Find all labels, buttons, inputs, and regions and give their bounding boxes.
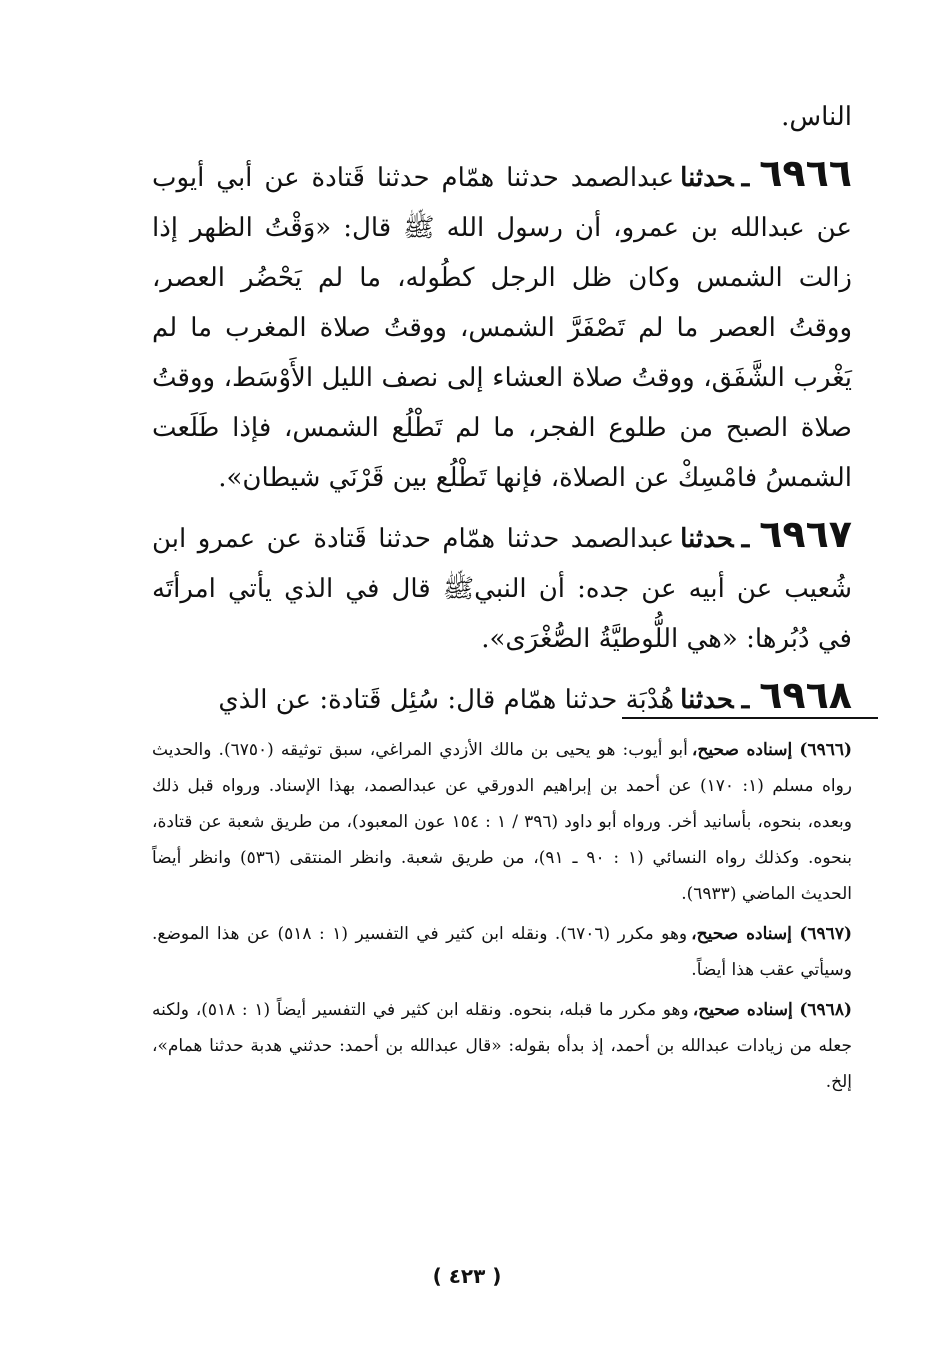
hadith-dash: ـ (741, 685, 750, 715)
main-text (152, 92, 852, 725)
page-number: ( ٤٢٣ ) (432, 1264, 502, 1288)
footnote-grading: إسناده صحيح، (691, 740, 793, 760)
intro-line: الناس. (781, 102, 852, 132)
hadith-dash: ـ (741, 524, 750, 554)
hadith-dash: ـ (741, 163, 750, 193)
footnote-separator (622, 717, 878, 719)
hadith-lead-word: حدثنا (680, 524, 734, 554)
footnote-grading: إسناده صحيح، (691, 924, 792, 944)
footnote-grading: إسناده صحيح، (692, 1000, 793, 1020)
footnote-label: (٦٩٦٦) (799, 740, 853, 760)
footnote-6967 (152, 916, 852, 988)
hadith-lead-word: حدثنا (680, 685, 734, 715)
hadith-number: ٦٩٦٨ (759, 673, 852, 717)
hadith-number: ٦٩٦٦ (759, 151, 852, 195)
hadith-lead-word: حدثنا (680, 163, 734, 193)
footnotes (152, 732, 852, 1104)
footnote-text: وهو مكرر (٦٧٠٦). ونقله ابن كثير في التفسير (١ : ٥١٨) عن هذا الموضع. وسيأتي عقب هذا أيضاً. (152, 924, 852, 980)
hadith-text: عبدالصمد حدثنا همّام حدثنا قَتادة عن عمرو ابن شُعيب عن أبيه عن جده: أن النبيﷺ قال في الذي يأتي امرأتَه في دُبُرها: «هي اللُّوطيَّةُ الصُّغْرَى». (152, 524, 852, 654)
footnote-label: (٦٩٦٧) (799, 924, 852, 944)
hadith-number: ٦٩٦٧ (759, 512, 852, 556)
footnote-text: وهو مكرر ما قبله، بنحوه. ونقله ابن كثير في التفسير أيضاً (١ : ٥١٨)، ولكنه جعله من زيادات عبدالله بن أحمد، إذ بدأه بقوله: «قال عبدالله بن أحمد: حدثني هدبة حدثنا همام»، إلخ. (152, 1000, 852, 1092)
footnote-6966 (152, 732, 852, 912)
footnote-6968 (152, 992, 852, 1100)
hadith-text: عبدالصمد حدثنا همّام حدثنا قَتادة عن أبي أيوب عن عبدالله بن عمرو، أن رسول الله ﷺ قال: «وَقْتُ الظهر إذا زالت الشمس وكان ظل الرجل كطُوله، ما لم يَحْضُر العصر، ووقتُ العصر ما لم تَصْفَرَّ الشمس، ووقتُ صلاة المغرب ما لم يَغْرب الشَّفَق، ووقتُ صلاة العشاء إلى نصف الليل الأَوْسَط، ووقتُ صلاة الصبح من طلوع الفجر، ما لم تَطْلُع الشمس، فإذا طَلَعت الشمسُ فامْسِكْ عن الصلاة، فإنها تَطْلُع بين قَرْنَي شيطان». (152, 163, 852, 493)
hadith-6966 (152, 148, 852, 503)
footnote-label: (٦٩٦٨) (799, 1000, 852, 1020)
footnote-text: أبو أيوب: هو يحيى بن مالك الأزدي المراغي، سبق توثيقه (٦٧٥٠). والحديث رواه مسلم (١: ١٧٠) عن أحمد بن إبراهيم الدورقي عن عبدالصمد، بهذا الإسناد. ورواه قبل ذلك وبعده، بنحوه، بأسانيد أخر. ورواه أبو داود (٣٩٦ / ١ : ١٥٤ عون المعبود)، من طريق شعبة عن قتادة، بنحوه. وكذلك رواه النسائي (١ : ٩٠ ـ ٩١)، من طريق شعبة. وانظر المنتقى (٥٣٦) وانظر أيضاً الحديث الماضي (٦٩٣٣). (152, 740, 852, 904)
hadith-text: هُدْبَة حدثنا همّام قال: سُئِل قَتادة: عن الذي (218, 685, 675, 715)
hadith-6967 (152, 509, 852, 664)
